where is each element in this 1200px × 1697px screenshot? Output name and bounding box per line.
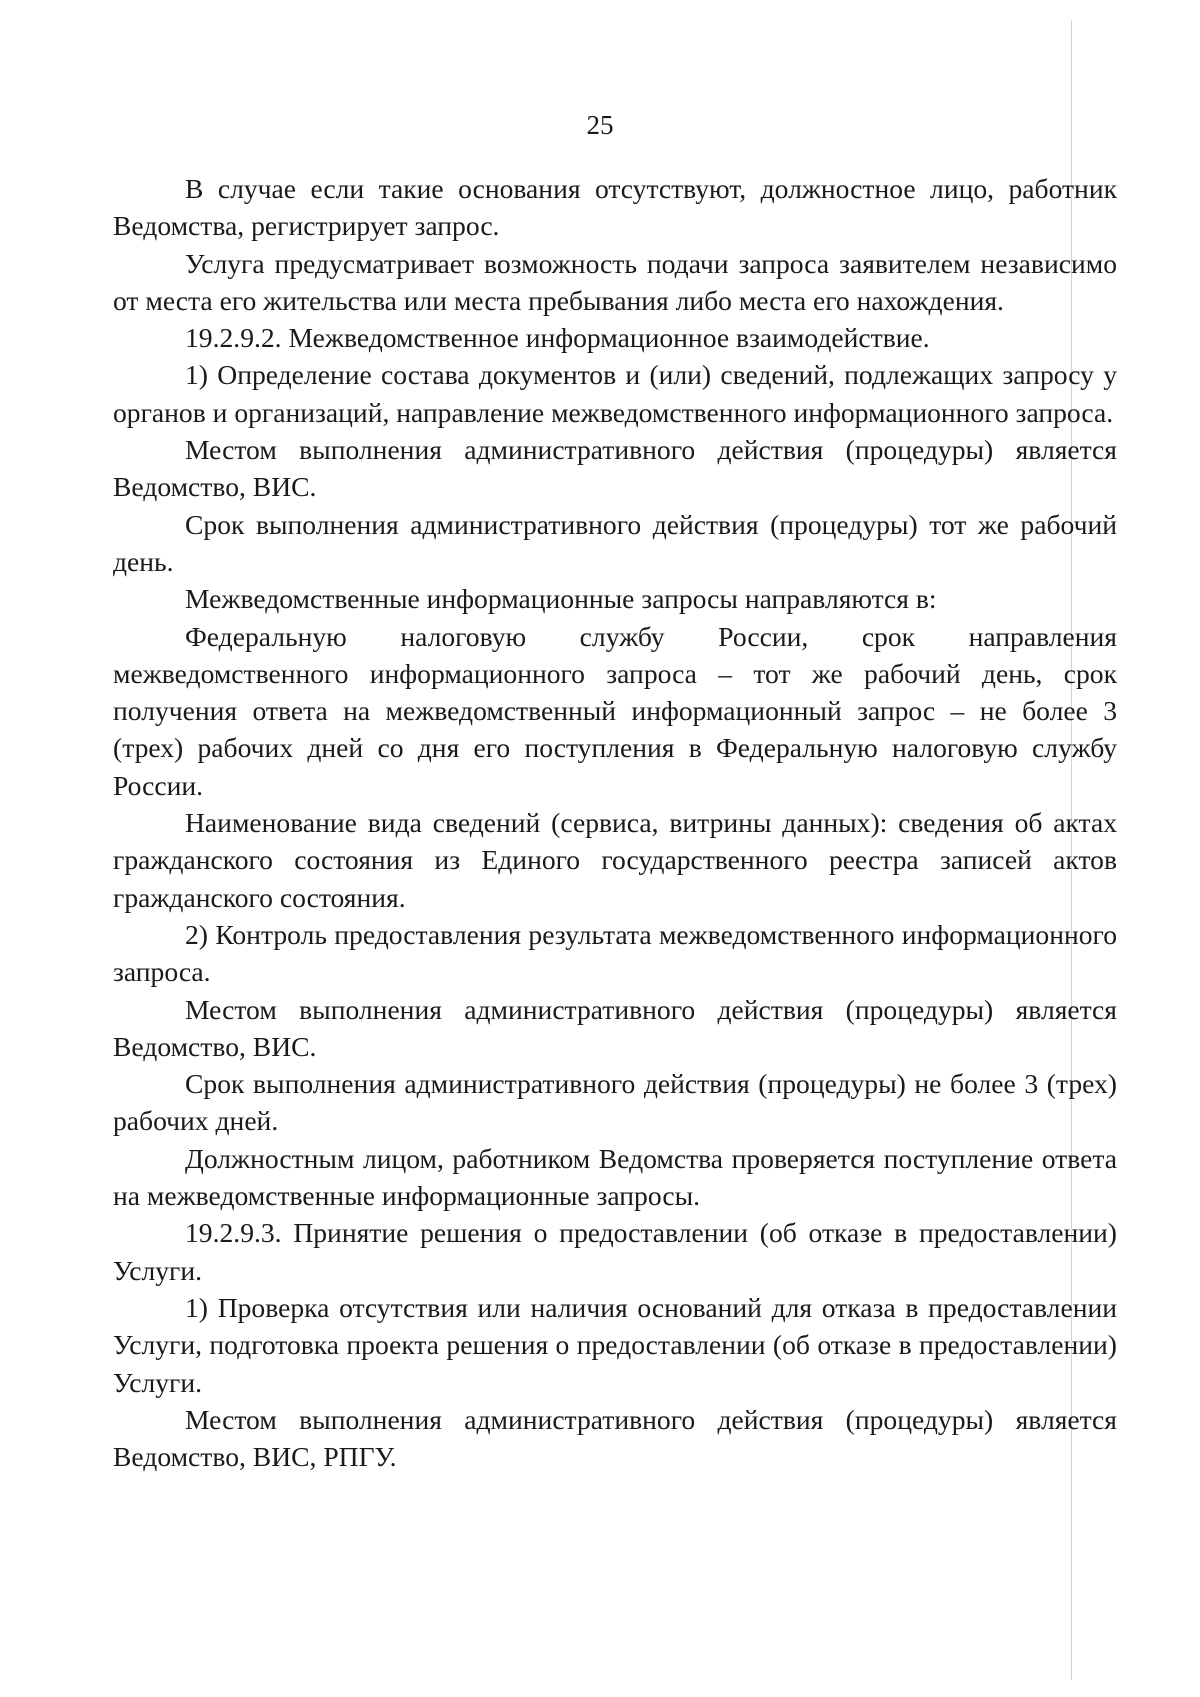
paragraph: Местом выполнения административного действия (процедуры) является Ведомство, ВИС.: [113, 993, 1117, 1062]
paragraph: Услуга предусматривает возможность подачи запроса заявителем независимо от места его жительства или места пребывания либо места его нахождения.: [113, 247, 1117, 316]
paragraph: 19.2.9.3. Принятие решения о предоставлении (об отказе в предоставлении) Услуги.: [113, 1217, 1117, 1286]
paragraph: Срок выполнения административного действия (процедуры) тот же рабочий день.: [113, 508, 1117, 577]
paragraph: 2) Контроль предоставления результата межведомственного информационного запроса.: [113, 918, 1117, 988]
paragraph: Должностным лицом, работником Ведомства проверяется поступление ответа на межведомственные информационные запросы.: [113, 1142, 1117, 1212]
paragraph: Межведомственные информационные запросы направляются в:: [185, 583, 937, 615]
document-body: [113, 170, 1117, 1475]
paragraph: Срок выполнения административного действия (процедуры) не более 3 (трех) рабочих дней.: [113, 1068, 1117, 1137]
page-number: 25: [586, 110, 614, 140]
paragraph: 1) Определение состава документов и (или) сведений, подлежащих запросу у органов и организаций, направление межведомственного информационного запроса.: [113, 359, 1117, 428]
paragraph: Местом выполнения административного действия (процедуры) является Ведомство, ВИС, РПГУ.: [113, 1403, 1117, 1473]
paragraph: Местом выполнения административного действия (процедуры) является Ведомство, ВИС.: [113, 434, 1117, 503]
paragraph: Федеральную налоговую службу России, срок направления межведомственного информационного запроса – тот же рабочий день, срок получения ответа на межведомственный информационный запрос – не более 3 (трех) рабочих дней со дня его поступления в Федеральную налоговую службу России.: [113, 620, 1117, 801]
paragraph: 1) Проверка отсутствия или наличия оснований для отказа в предоставлении Услуги, подготовка проекта решения о предоставлении (об отказе в предоставлении) Услуги.: [113, 1291, 1117, 1398]
paragraph: 19.2.9.2. Межведомственное информационное взаимодействие.: [185, 322, 930, 354]
paragraph: Наименование вида сведений (сервиса, витрины данных): сведения об актах гражданского состояния из Единого государственного реестра записей актов гражданского состояния.: [113, 807, 1117, 913]
paragraph: В случае если такие основания отсутствуют, должностное лицо, работник Ведомства, регистрирует запрос.: [113, 173, 1117, 242]
